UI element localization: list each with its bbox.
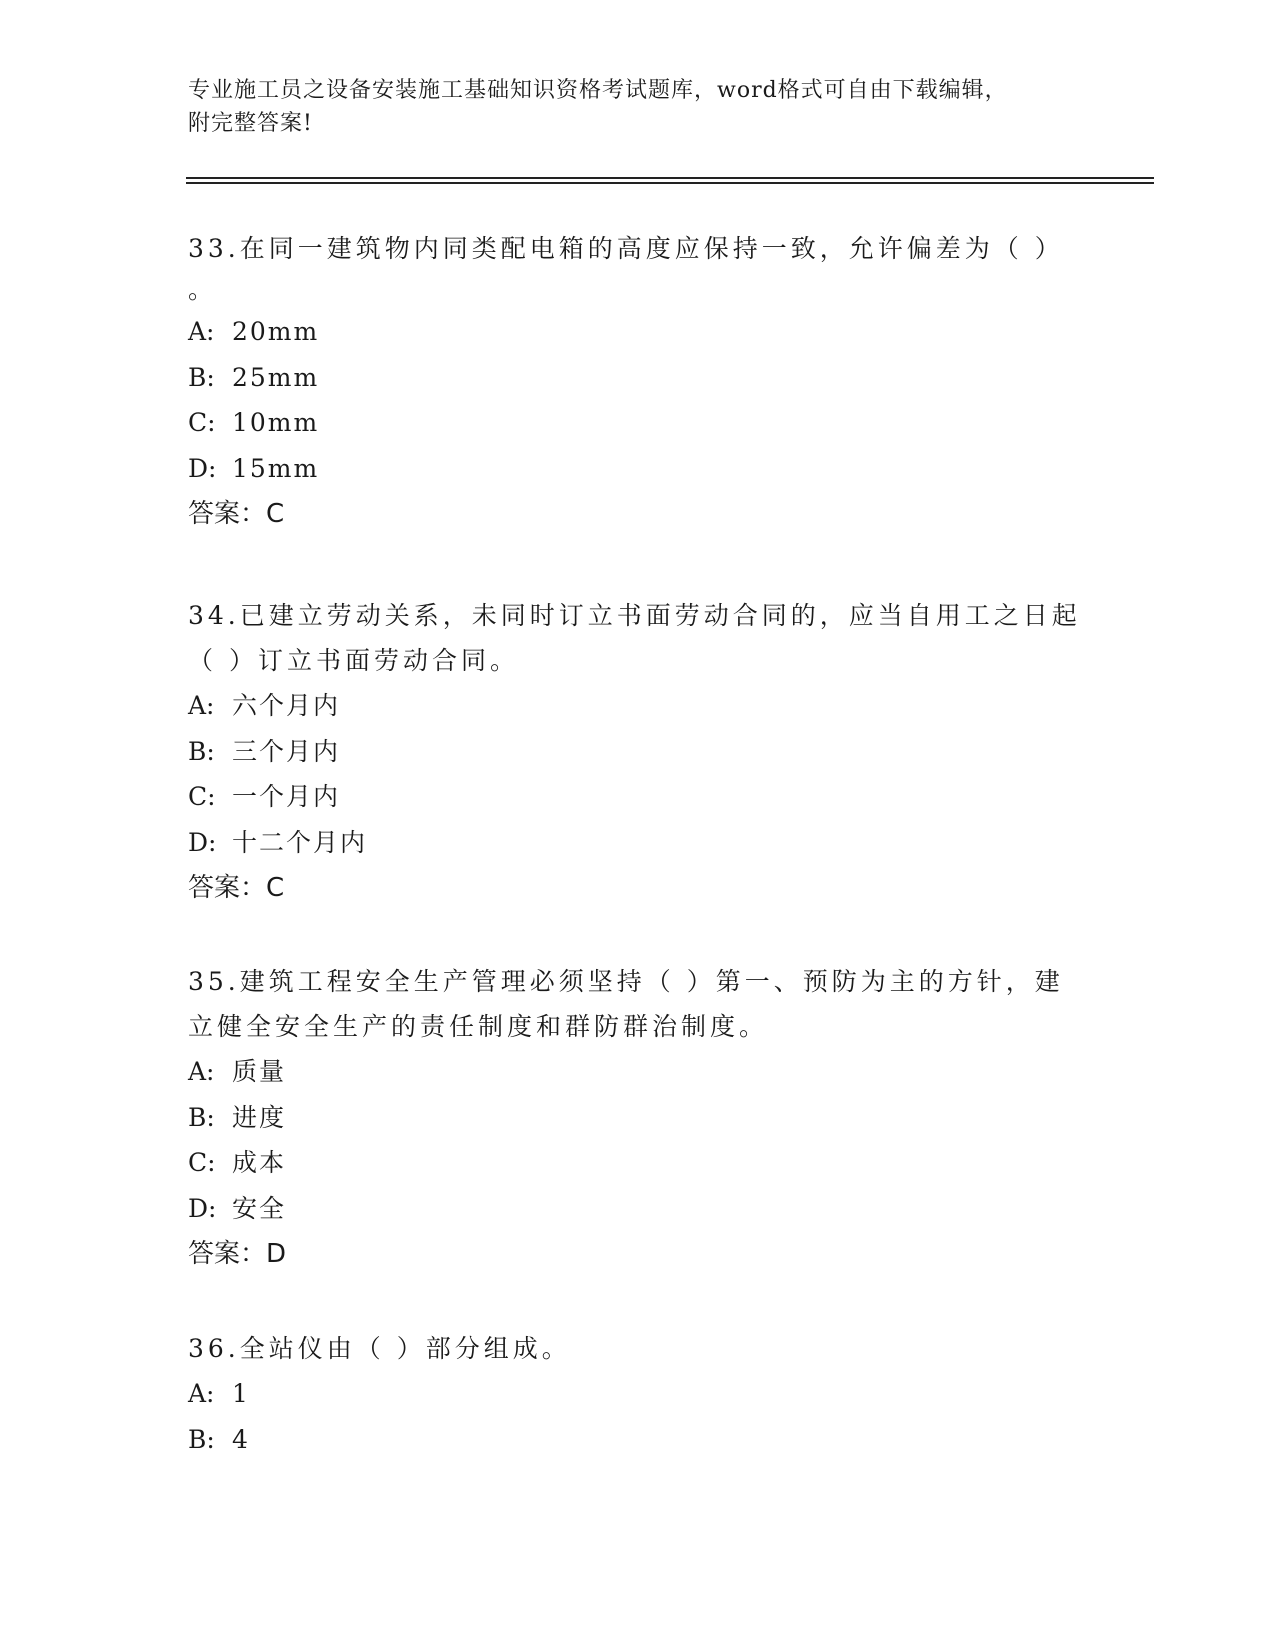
- option-text: 六个月内: [232, 691, 341, 720]
- option-label: B:: [188, 736, 215, 766]
- option-a: [188, 683, 1108, 729]
- answer-line: 答案：C: [188, 499, 285, 529]
- option-label: A:: [188, 691, 215, 720]
- answer-line: 答案：C: [188, 873, 285, 903]
- option-b: [188, 729, 1108, 775]
- option-b: [188, 1095, 1108, 1141]
- question-stem-line-1: 36.全站仪由（ ）部分组成。: [188, 1334, 571, 1363]
- option-label: A:: [188, 1057, 215, 1086]
- option-d: [188, 1186, 1108, 1232]
- option-label: C:: [188, 408, 216, 437]
- option-text: 成本: [232, 1148, 287, 1177]
- option-c: [188, 1140, 1108, 1186]
- question-36: [188, 1326, 1108, 1462]
- option-a: [188, 1371, 1108, 1417]
- question-35: [188, 959, 1108, 1277]
- option-label: D:: [188, 453, 217, 483]
- option-label: D:: [188, 1193, 217, 1223]
- option-text: 25mm: [232, 362, 320, 392]
- option-c: [188, 400, 1108, 446]
- header-divider-bottom: [186, 182, 1154, 184]
- option-d: [188, 446, 1108, 492]
- header-line-2: 附完整答案!: [188, 111, 313, 136]
- document-header: [188, 74, 1088, 140]
- option-label: A:: [188, 317, 215, 346]
- option-text: 一个月内: [232, 782, 341, 811]
- option-text: 10mm: [232, 408, 320, 437]
- question-stem-line-1: 33.在同一建筑物内同类配电箱的高度应保持一致，允许偏差为（ ）: [188, 234, 1064, 263]
- option-label: B:: [188, 362, 215, 392]
- option-text: 20mm: [232, 317, 320, 346]
- option-a: [188, 1049, 1108, 1095]
- question-stem-line-2: 。: [188, 275, 218, 304]
- option-text: 安全: [232, 1193, 287, 1223]
- header-line-1: 专业施工员之设备安装施工基础知识资格考试题库，word格式可自由下载编辑，: [188, 78, 1008, 103]
- question-33: [188, 226, 1108, 537]
- option-text: 4: [232, 1424, 250, 1454]
- option-text: 进度: [232, 1102, 287, 1132]
- option-b: [188, 1417, 1108, 1463]
- option-c: [188, 774, 1108, 820]
- option-text: 1: [232, 1379, 250, 1408]
- option-label: D:: [188, 827, 217, 857]
- option-label: B:: [188, 1424, 215, 1454]
- question-stem-line-2: （ ）订立书面劳动合同。: [188, 646, 519, 675]
- option-label: C:: [188, 782, 216, 811]
- option-a: [188, 309, 1108, 355]
- option-text: 三个月内: [232, 736, 341, 766]
- option-label: A:: [188, 1379, 215, 1408]
- answer-line: 答案：D: [188, 1239, 287, 1269]
- option-label: B:: [188, 1102, 215, 1132]
- question-34: [188, 593, 1108, 911]
- option-text: 十二个月内: [232, 827, 368, 857]
- option-text: 15mm: [232, 453, 320, 483]
- question-stem-line-2: 立健全安全生产的责任制度和群防群治制度。: [188, 1012, 769, 1041]
- question-stem-line-1: 35.建筑工程安全生产管理必须坚持（ ）第一、预防为主的方针，建: [188, 967, 1064, 996]
- option-text: 质量: [232, 1057, 287, 1086]
- option-d: [188, 820, 1108, 866]
- option-label: C:: [188, 1148, 216, 1177]
- question-stem-line-1: 34.已建立劳动关系，未同时订立书面劳动合同的，应当自用工之日起: [188, 601, 1081, 630]
- header-divider-top: [186, 177, 1154, 179]
- option-b: [188, 355, 1108, 401]
